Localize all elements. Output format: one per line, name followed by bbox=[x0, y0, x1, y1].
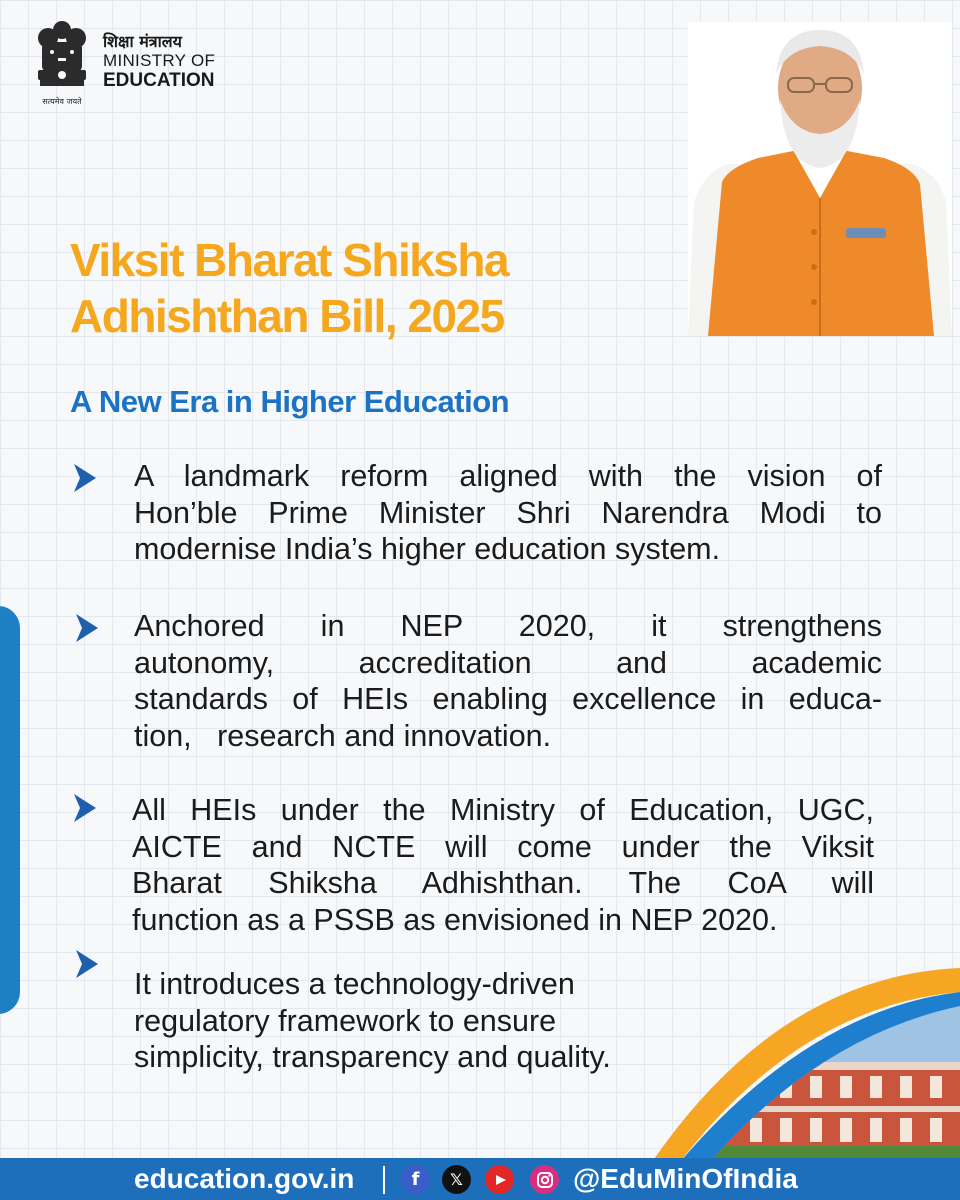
svg-text:सत्यमेव जयते: सत्यमेव जयते bbox=[42, 97, 82, 106]
national-emblem-icon bbox=[30, 18, 94, 114]
title-line-2: Adhishthan Bill, 2025 bbox=[70, 290, 504, 342]
youtube-icon[interactable] bbox=[485, 1165, 514, 1194]
x-icon[interactable]: 𝕏 bbox=[442, 1165, 471, 1194]
title-line-1: Viksit Bharat Shiksha bbox=[70, 234, 509, 286]
bullet-line: modernise India’s higher education system. bbox=[134, 532, 721, 566]
bullet-line: AICTE and NCTE will come under the Viksit bbox=[132, 829, 874, 864]
ministry-hindi-name: शिक्षा मंत्रालय bbox=[103, 32, 182, 51]
bullet-line: All HEIs under the Ministry of Education, UGC, bbox=[132, 793, 874, 827]
website-link[interactable]: education.gov.in bbox=[134, 1163, 355, 1194]
bullet-line: Bharat Shiksha Adhishthan. The CoA will bbox=[132, 866, 874, 900]
facebook-icon[interactable]: f bbox=[401, 1165, 430, 1194]
ministry-name-line2: EDUCATION bbox=[103, 70, 215, 91]
bullet-line: simplicity, transparency and quality. bbox=[134, 1040, 611, 1074]
bullet-line: standards of HEIs enabling excellence in educa- bbox=[134, 682, 882, 716]
bullet-line: Anchored in NEP 2020, it strengthens bbox=[134, 609, 882, 643]
left-accent-tab bbox=[0, 606, 20, 1014]
bullet-line: It introduces a technology-driven bbox=[134, 967, 575, 1001]
instagram-icon[interactable] bbox=[530, 1165, 559, 1194]
chevron-right-icon bbox=[70, 792, 98, 824]
university-building-illustration bbox=[560, 966, 960, 1162]
chevron-right-icon bbox=[72, 612, 100, 644]
bullet-line: Hon’ble Prime Minister Shri Narendra Modi to bbox=[134, 495, 882, 530]
bullet-line: tion, research and innovation. bbox=[134, 718, 552, 753]
bullet-text bbox=[134, 608, 882, 754]
bullet-line: regulatory framework to ensure bbox=[134, 1003, 557, 1038]
bullet-text bbox=[132, 792, 874, 938]
ministry-logo-text bbox=[103, 32, 215, 92]
page-subtitle: A New Era in Higher Education bbox=[70, 384, 510, 419]
page-title bbox=[70, 232, 690, 344]
chevron-right-icon bbox=[72, 948, 100, 980]
footer-divider bbox=[383, 1166, 385, 1194]
social-handle[interactable]: @EduMinOfIndia bbox=[573, 1163, 798, 1194]
chevron-right-icon bbox=[70, 462, 98, 494]
ministry-name-line1: MINISTRY OF bbox=[103, 51, 216, 70]
bullet-line: function as a PSSB as envisioned in NEP 2020. bbox=[132, 902, 778, 937]
bullet-text bbox=[134, 458, 882, 568]
bullet-line: autonomy, accreditation and academic bbox=[134, 645, 882, 680]
bullet-line: A landmark reform aligned with the vision of bbox=[134, 459, 882, 493]
footer-bar bbox=[0, 1158, 960, 1200]
prime-minister-portrait bbox=[688, 22, 952, 336]
